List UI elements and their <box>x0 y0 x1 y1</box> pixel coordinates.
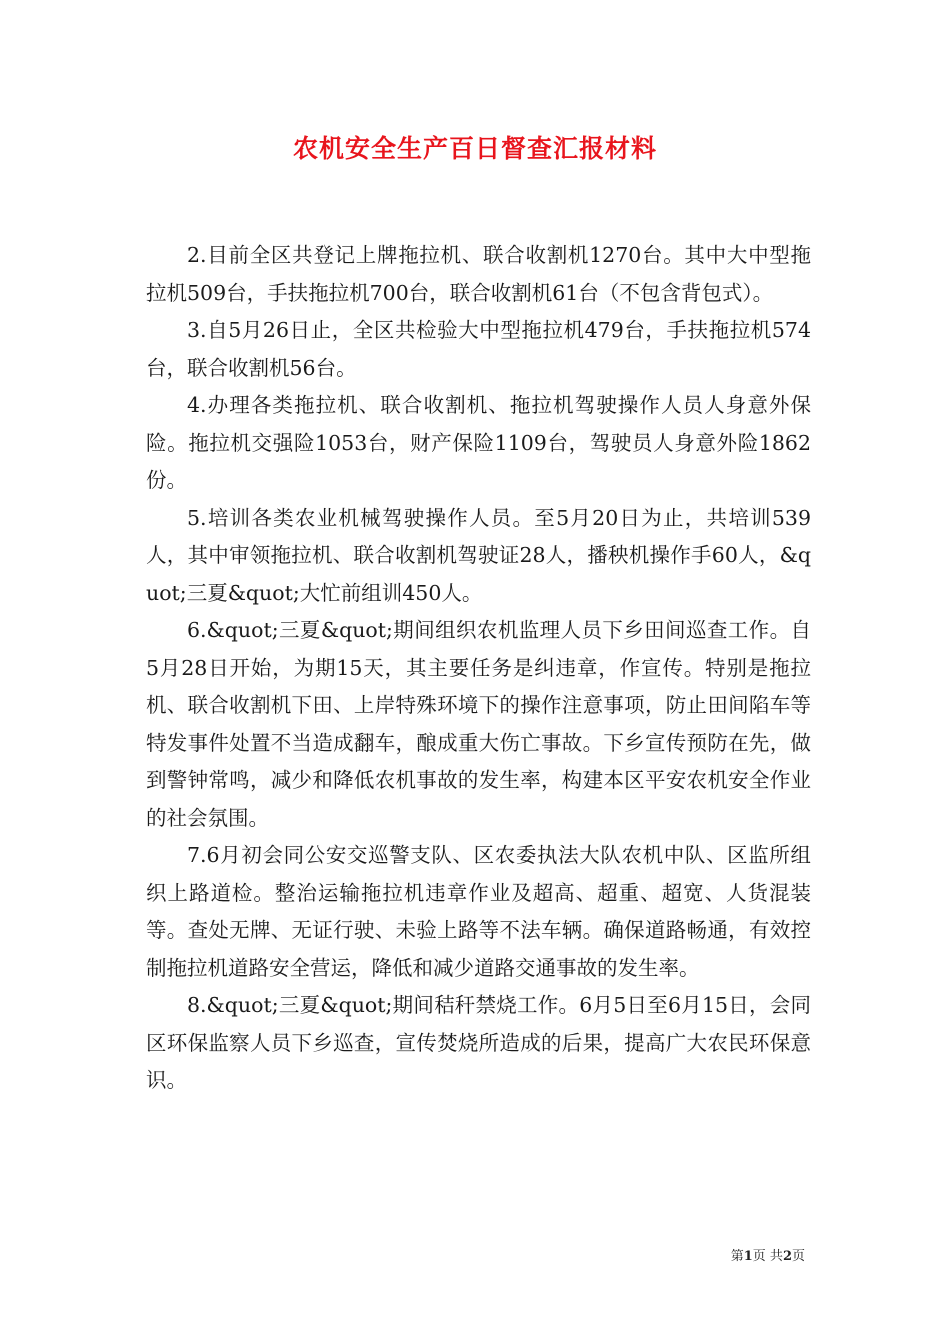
document-body <box>146 237 811 1100</box>
page-middle: 页 共 <box>752 1249 783 1264</box>
paragraph-2: 2.目前全区共登记上牌拖拉机、联合收割机1270台。其中大中型拖拉机509台，手扶拖拉机700台，联合收割机61台（不包含背包式）。 <box>146 243 811 305</box>
page-suffix: 页 <box>791 1249 805 1264</box>
paragraph-6: 6.&quot;三夏&quot;期间组织农机监理人员下乡田间巡查工作。自5月28日开始，为期15天，其主要任务是纠违章，作宣传。特别是拖拉机、联合收割机下田、上岸特殊环境下的操作注意事项，防止田间陷车等特发事件处置不当造成翻车，酿成重大伤亡事故。下乡宣传预防在先，做到警钟常鸣，减少和降低农机事故的发生率，构建本区平安农机安全作业的社会氛围。 <box>146 618 811 830</box>
current-page: 1 <box>743 1249 753 1264</box>
paragraph-7: 7.6月初会同公安交巡警支队、区农委执法大队农机中队、区监所组织上路道检。整治运输拖拉机违章作业及超高、超重、超宽、人货混装等。查处无牌、无证行驶、未验上路等不法车辆。确保道路畅通，有效控制拖拉机道路安全营运，降低和减少道路交通事故的发生率。 <box>146 843 811 980</box>
total-pages: 2 <box>782 1249 792 1264</box>
paragraph-8: 8.&quot;三夏&quot;期间秸秆禁烧工作。6月5日至6月15日，会同区环保监察人员下乡巡查，宣传焚烧所造成的后果，提高广大农民环保意识。 <box>146 993 811 1092</box>
paragraph-3: 3.自5月26日止，全区共检验大中型拖拉机479台，手扶拖拉机574台，联合收割机56台。 <box>146 318 811 380</box>
document-title: 农机安全生产百日督查汇报材料 <box>292 134 657 163</box>
paragraph-4: 4.办理各类拖拉机、联合收割机、拖拉机驾驶操作人员人身意外保险。拖拉机交强险1053台，财产保险1109台，驾驶员人身意外险1862份。 <box>146 393 811 492</box>
page-number <box>731 1248 805 1266</box>
page-prefix: 第 <box>730 1249 744 1264</box>
paragraph-5: 5.培训各类农业机械驾驶操作人员。至5月20日为止，共培训539人，其中审领拖拉机、联合收割机驾驶证28人，播秧机操作手60人，&quot;三夏&quot;大忙前组训450人。 <box>146 505 811 605</box>
